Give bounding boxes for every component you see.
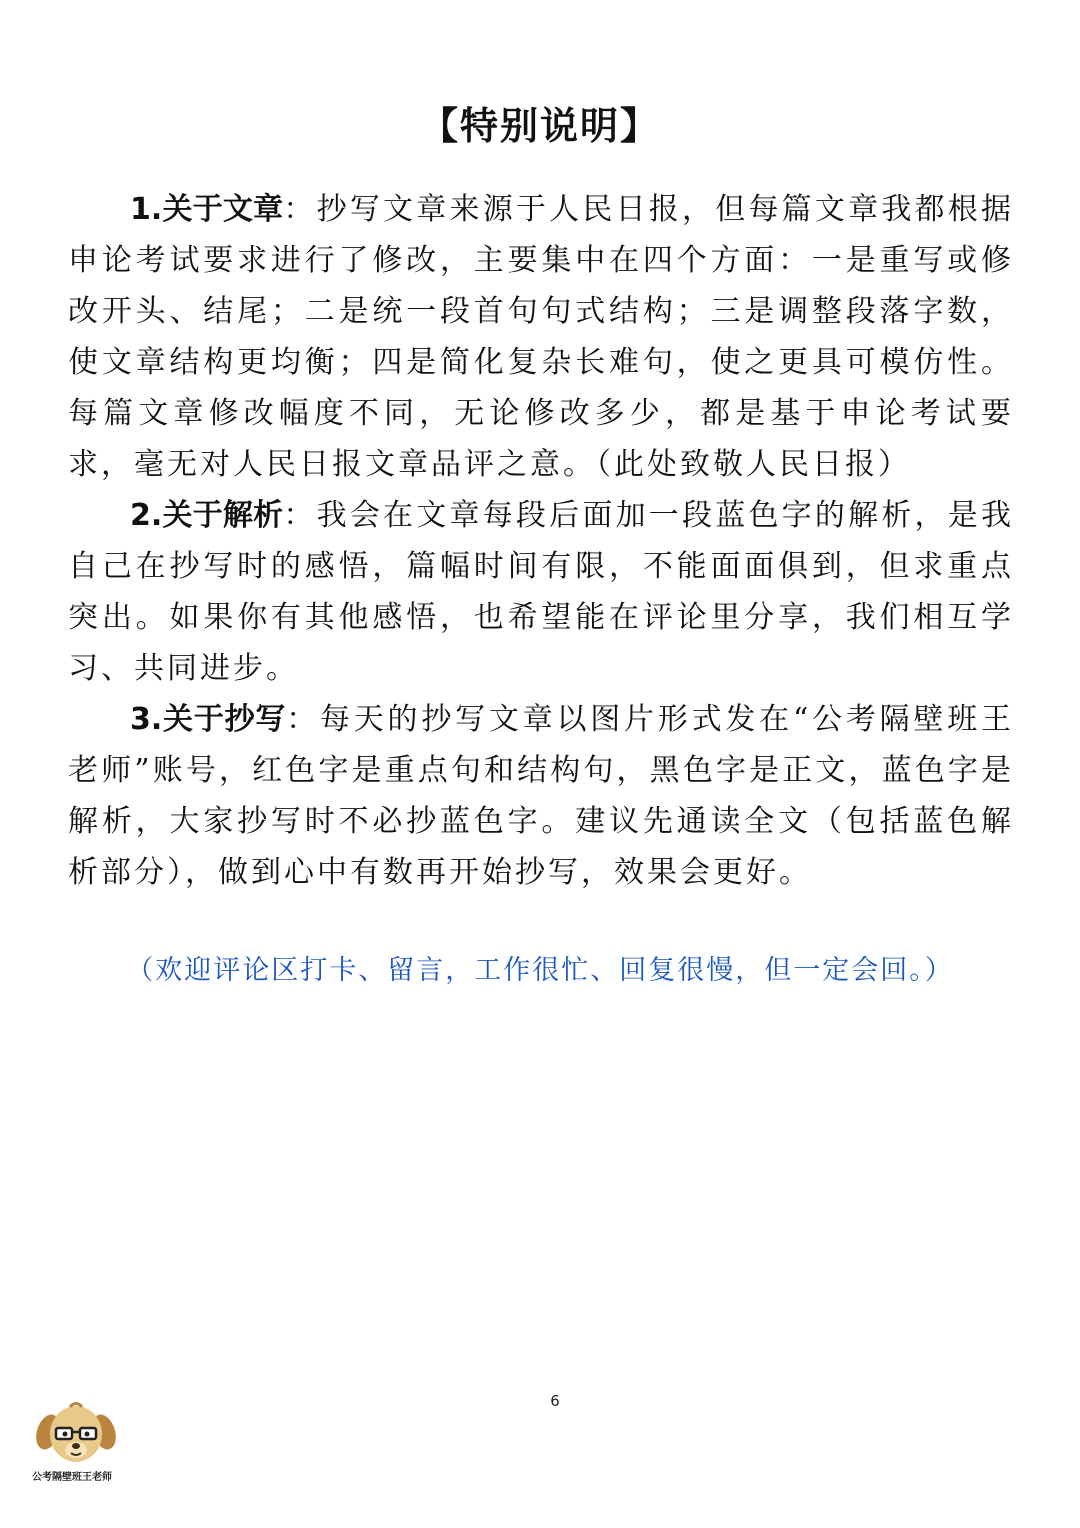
- paragraph-lead: 3.关于抄写: [130, 702, 287, 737]
- page-title: 【特别说明】: [419, 104, 660, 148]
- watermark-logo: [8, 1380, 288, 1528]
- paragraph-lead: 2.关于解析: [130, 498, 284, 533]
- page-number: 6: [550, 1392, 560, 1410]
- paragraph-about-analysis: [68, 490, 1014, 694]
- dog-mascot-icon: [34, 1398, 118, 1468]
- paragraph-text: ：我会在文章每段后面加一段蓝色字的解析，是我自己在抄写时的感悟，篇幅时间有限，不能面面俱到，但求重点突出。如果你有其他感悟，也希望能在评论里分享，我们相互学习、共同进步。: [68, 498, 1014, 686]
- paragraph-about-article: [68, 184, 1014, 490]
- paragraph-about-copying: [68, 694, 1014, 898]
- logo-caption: 公考隔壁班王老师: [32, 1472, 112, 1483]
- article-body: [68, 184, 1014, 898]
- paragraph-lead: 1.关于文章: [130, 192, 284, 227]
- comment-note: （欢迎评论区打卡、留言，工作很忙、回复很慢，但一定会回。）: [126, 955, 954, 986]
- paragraph-text: ：抄写文章来源于人民日报，但每篇文章我都根据申论考试要求进行了修改，主要集中在四个方面：一是重写或修改开头、结尾；二是统一段首句句式结构；三是调整段落字数，使文章结构更均衡；四是简化复杂长难句，使之更具可模仿性。每篇文章修改幅度不同，无论修改多少，都是基于申论考试要求，毫无对人民日报文章品评之意。（此处致敬人民日报）: [68, 192, 1014, 482]
- paragraph-text: ：每天的抄写文章以图片形式发在“公考隔壁班王老师”账号，红色字是重点句和结构句，黑色字是正文，蓝色字是解析，大家抄写时不必抄蓝色字。建议先通读全文（包括蓝色解析部分），做到心中有数再开始抄写，效果会更好。: [68, 702, 1014, 890]
